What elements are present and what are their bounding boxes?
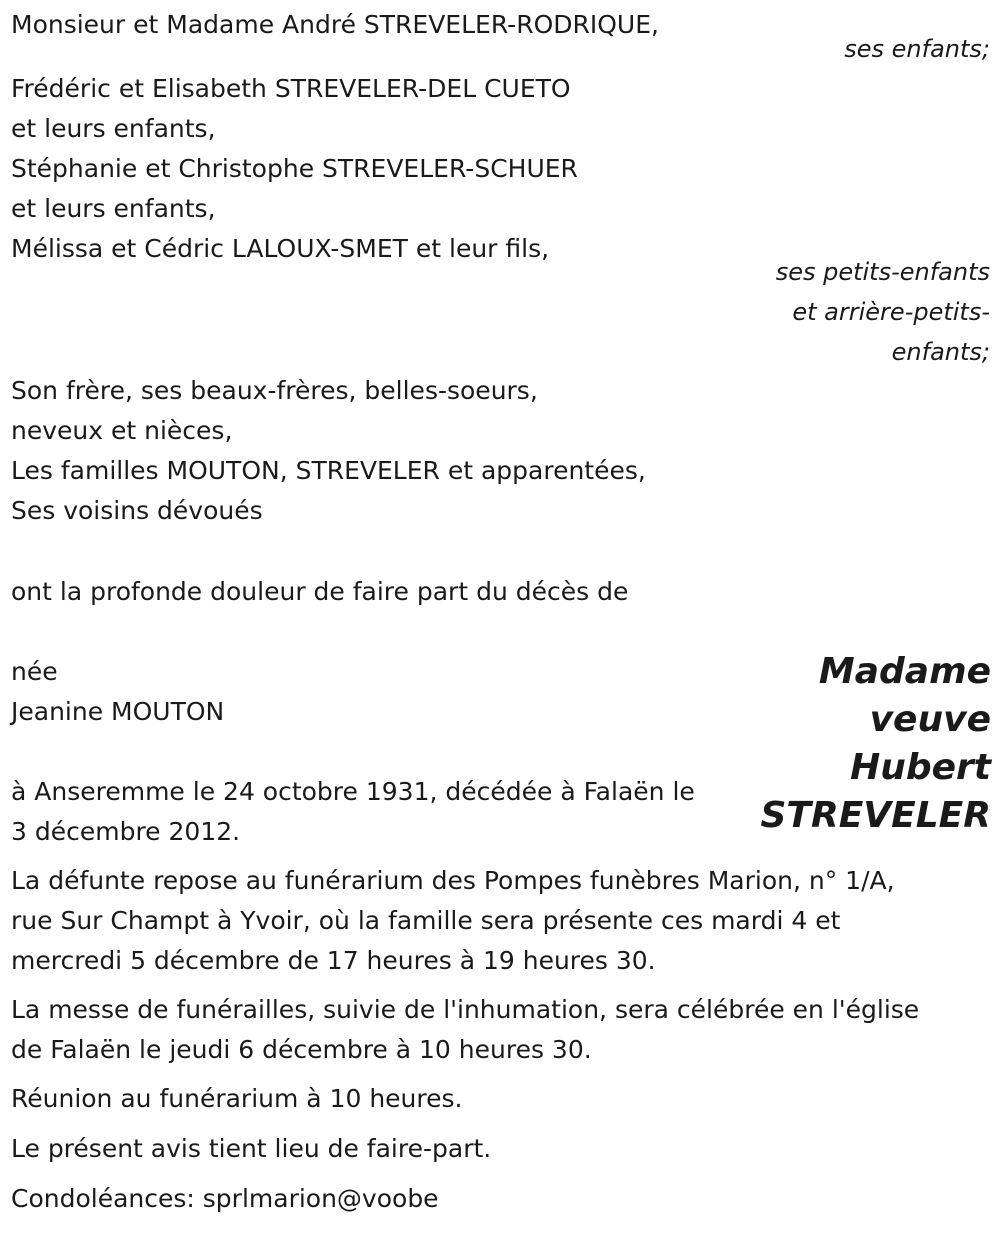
funerarium-line: La défunte repose au funérarium des Pompes funèbres Marion, n° 1/A,: [11, 866, 895, 895]
mass-line: de Falaën le jeudi 6 décembre à 10 heures 30.: [11, 1035, 592, 1064]
notice-line: Le présent avis tient lieu de faire-part.: [11, 1134, 492, 1163]
announcement: ont la profonde douleur de faire part du décès de: [11, 577, 629, 606]
condolences-line: Condoléances: sprlmarion@voobe: [11, 1184, 439, 1213]
deceased-name-line: Hubert: [850, 747, 991, 788]
relatives-line: Son frère, ses beaux-frères, belles-soeurs,: [11, 376, 538, 405]
grandchildren-label: ses petits-enfants: [775, 258, 990, 286]
relatives-line: neveux et nièces,: [11, 416, 233, 445]
maiden-name: Jeanine MOUTON: [11, 697, 225, 726]
children-label: ses enfants;: [844, 35, 990, 63]
grandchildren-label: et arrière-petits-: [792, 298, 990, 326]
mass-line: La messe de funérailles, suivie de l'inhumation, sera célébrée en l'église: [11, 995, 920, 1024]
meeting-line: Réunion au funérarium à 10 heures.: [11, 1084, 463, 1113]
grandchildren-label: enfants;: [891, 338, 990, 366]
dates-line: 3 décembre 2012.: [11, 817, 241, 846]
grandchildren-line: Stéphanie et Christophe STREVELER-SCHUER: [11, 154, 578, 183]
children-line: Monsieur et Madame André STREVELER-RODRIQUE,: [11, 10, 659, 39]
grandchildren-line: et leurs enfants,: [11, 194, 216, 223]
relatives-line: Ses voisins dévoués: [11, 496, 263, 525]
grandchildren-line: et leurs enfants,: [11, 114, 216, 143]
relatives-line: Les familles MOUTON, STREVELER et apparentées,: [11, 456, 646, 485]
nee-label: née: [11, 657, 58, 686]
deceased-name-line: Madame: [818, 651, 991, 692]
funerarium-line: rue Sur Champt à Yvoir, où la famille sera présente ces mardi 4 et: [11, 906, 841, 935]
deceased-name-line: STREVELER: [760, 795, 991, 836]
grandchildren-line: Mélissa et Cédric LALOUX-SMET et leur fils,: [11, 234, 550, 263]
deceased-name-line: veuve: [869, 699, 991, 740]
grandchildren-line: Frédéric et Elisabeth STREVELER-DEL CUETO: [11, 74, 571, 103]
dates-line: à Anseremme le 24 octobre 1931, décédée à Falaën le: [11, 777, 695, 806]
funerarium-line: mercredi 5 décembre de 17 heures à 19 heures 30.: [11, 946, 656, 975]
